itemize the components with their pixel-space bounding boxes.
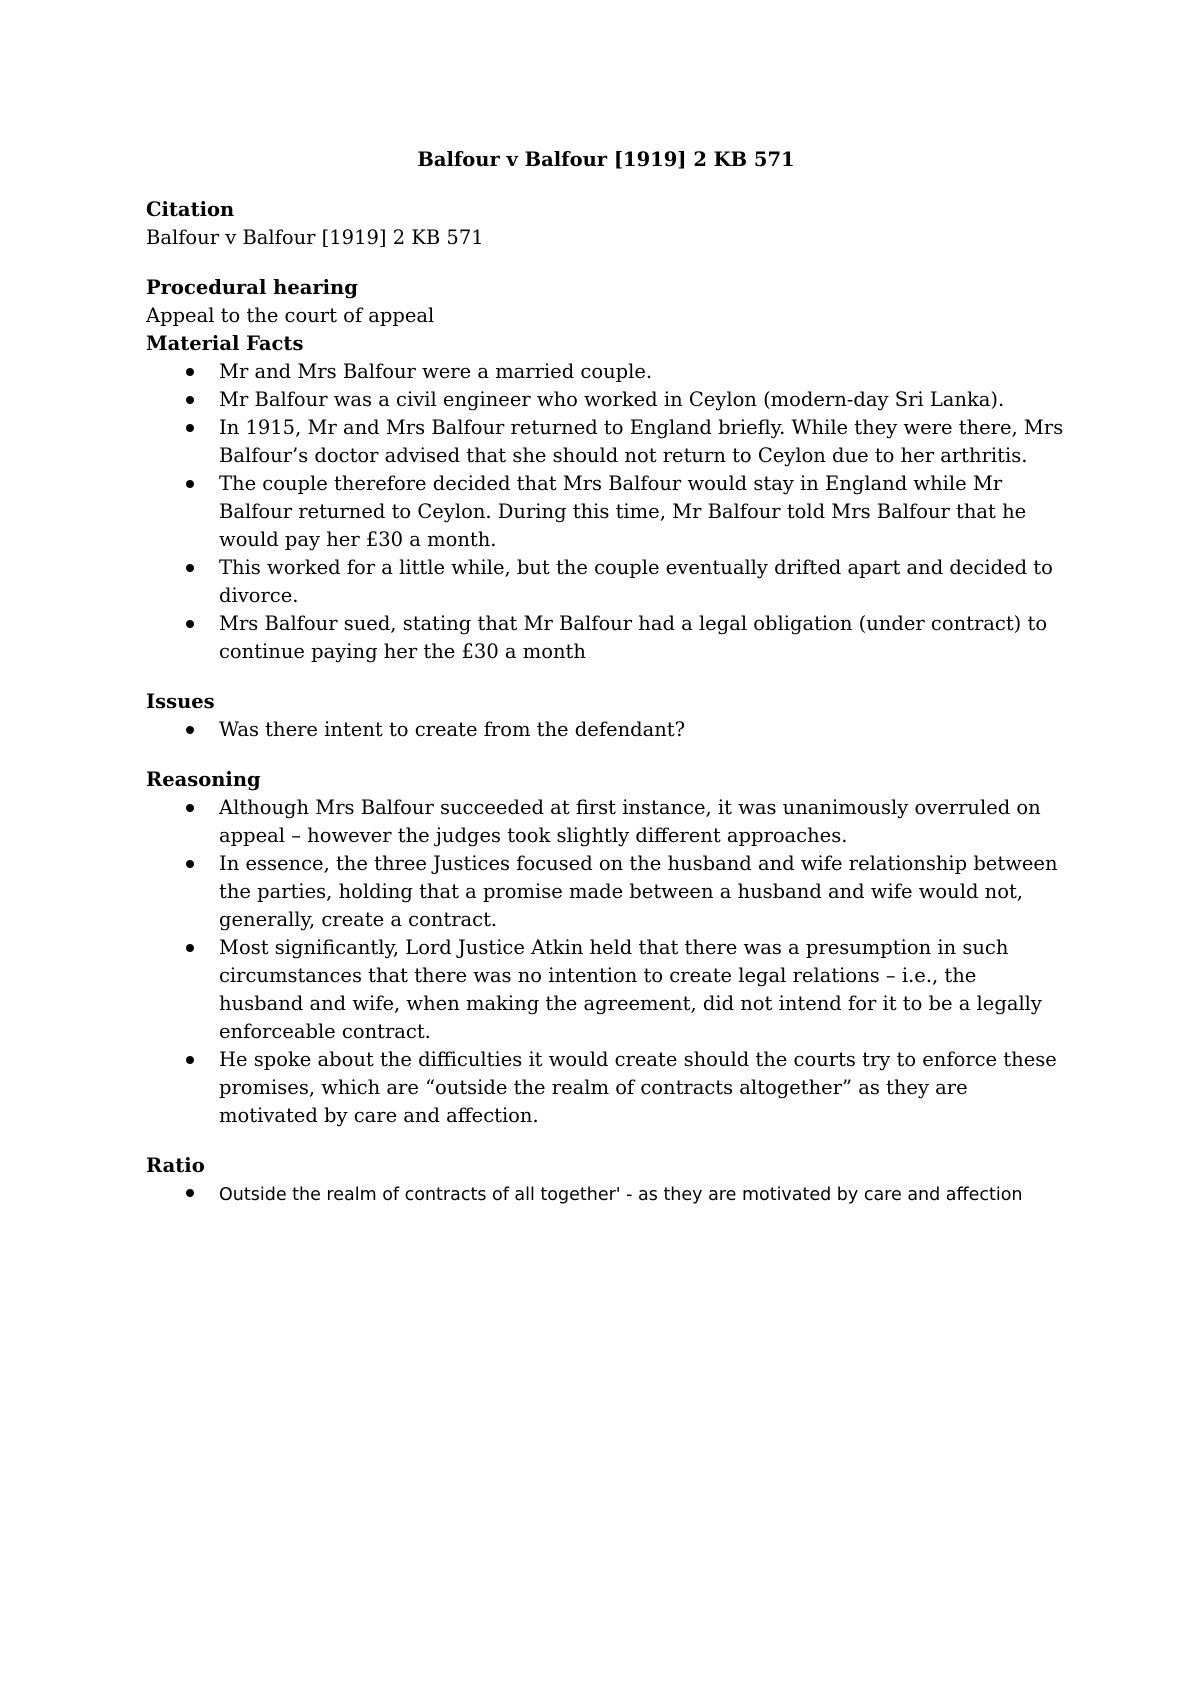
document-body xyxy=(146,146,1066,1208)
citation-text: Balfour v Balfour [1919] 2 KB 571 xyxy=(146,226,484,249)
bullet-icon xyxy=(186,860,194,868)
list-item xyxy=(146,850,1066,934)
procedural-heading: Procedural hearing xyxy=(146,276,358,299)
list-item xyxy=(146,794,1066,850)
list-item-text: Outside the realm of contracts of all together' - as they are motivated by care and affection xyxy=(219,1185,1023,1205)
list-item xyxy=(146,610,1066,666)
list-item-text: In 1915, Mr and Mrs Balfour returned to England briefly. While they were there, Mrs Balfour’s doctor advised that she should not return to Ceylon due to her arthritis. xyxy=(219,416,1064,467)
document-title: Balfour v Balfour [1919] 2 KB 571 xyxy=(417,148,795,171)
facts-heading: Material Facts xyxy=(146,332,304,355)
list-item-text: Although Mrs Balfour succeeded at first instance, it was unanimously overruled on appeal – however the judges took slightly different approaches. xyxy=(219,796,1041,847)
bullet-icon xyxy=(186,368,194,376)
procedural-text: Appeal to the court of appeal xyxy=(146,304,435,327)
spacer xyxy=(146,744,1066,766)
bullet-icon xyxy=(186,396,194,404)
reasoning-list xyxy=(146,794,1066,1130)
list-item xyxy=(146,554,1066,610)
citation-heading: Citation xyxy=(146,198,235,221)
ratio-list xyxy=(146,1180,1066,1208)
bullet-icon xyxy=(186,1189,194,1197)
list-item-text: Mr Balfour was a civil engineer who worked in Ceylon (modern-day Sri Lanka). xyxy=(219,388,1005,411)
list-item-text: The couple therefore decided that Mrs Balfour would stay in England while Mr Balfour returned to Ceylon. During this time, Mr Balfour told Mrs Balfour that he would pay her £30 a month. xyxy=(219,472,1027,551)
list-item-text: In essence, the three Justices focused on the husband and wife relationship between the parties, holding that a promise made between a husband and wife would not, generally, create a contract. xyxy=(219,852,1058,931)
issues-list xyxy=(146,716,1066,744)
list-item xyxy=(146,716,1066,744)
bullet-icon xyxy=(186,564,194,572)
bullet-icon xyxy=(186,424,194,432)
list-item xyxy=(146,358,1066,386)
spacer xyxy=(146,174,1066,196)
bullet-icon xyxy=(186,944,194,952)
facts-list xyxy=(146,358,1066,666)
list-item-text: Was there intent to create from the defendant? xyxy=(219,718,686,741)
list-item-text: This worked for a little while, but the couple eventually drifted apart and decided to divorce. xyxy=(219,556,1053,607)
spacer xyxy=(146,666,1066,688)
list-item xyxy=(146,934,1066,1046)
spacer xyxy=(146,252,1066,274)
bullet-icon xyxy=(186,726,194,734)
list-item-text: Most significantly, Lord Justice Atkin held that there was a presumption in such circumstances that there was no intention to create legal relations – i.e., the husband and wife, when making the agreement, did not intend for it to be a legally enforceable contract. xyxy=(219,936,1042,1043)
list-item xyxy=(146,470,1066,554)
bullet-icon xyxy=(186,804,194,812)
list-item-text: He spoke about the difficulties it would create should the courts try to enforce these promises, which are “outside the realm of contracts altogether” as they are motivated by care and affection. xyxy=(219,1048,1057,1127)
list-item xyxy=(146,386,1066,414)
list-item xyxy=(146,1180,1066,1208)
spacer xyxy=(146,1130,1066,1152)
bullet-icon xyxy=(186,480,194,488)
list-item-text: Mr and Mrs Balfour were a married couple. xyxy=(219,360,653,383)
ratio-heading: Ratio xyxy=(146,1154,205,1177)
bullet-icon xyxy=(186,620,194,628)
list-item-text: Mrs Balfour sued, stating that Mr Balfour had a legal obligation (under contract) to continue paying her the £30 a month xyxy=(219,612,1048,663)
reasoning-heading: Reasoning xyxy=(146,768,261,791)
list-item xyxy=(146,1046,1066,1130)
issues-heading: Issues xyxy=(146,690,215,713)
bullet-icon xyxy=(186,1056,194,1064)
list-item xyxy=(146,414,1066,470)
